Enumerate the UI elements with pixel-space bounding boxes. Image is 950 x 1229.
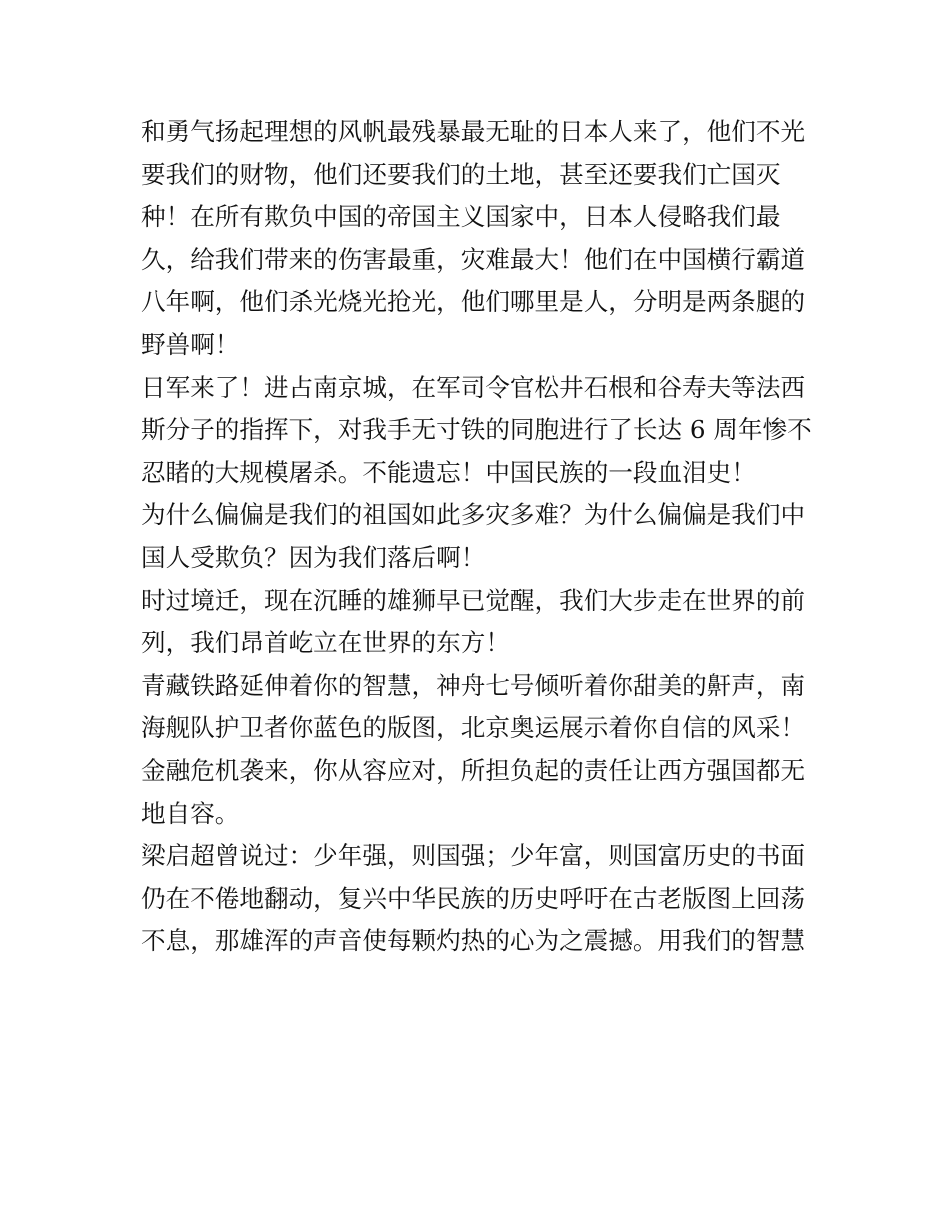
text-line: 忍睹的大规模屠杀。不能遗忘！中国民族的一段血泪史！ [141, 457, 756, 487]
paragraph-3 [141, 494, 821, 579]
text-line: 日军来了！进占南京城，在军司令官松井石根和谷寿夫等法西 [141, 372, 806, 402]
text-line: 海舰队护卫者你蓝色的版图，北京奥运展示着你自信的风采！ [141, 713, 806, 743]
text-line: 久，给我们带来的伤害最重，灾难最大！他们在中国横行霸道 [141, 244, 806, 274]
text-line: 为什么偏偏是我们的祖国如此多灾多难？为什么偏偏是我们中 [141, 500, 806, 530]
paragraph-1 [141, 111, 821, 367]
paragraph-5 [141, 665, 821, 835]
text-line: 梁启超曾说过：少年强，则国强；少年富，则国富历史的书面 [141, 841, 806, 871]
text-line: 青藏铁路延伸着你的智慧，神舟七号倾听着你甜美的鼾声，南 [141, 670, 806, 700]
paragraph-6 [141, 835, 821, 963]
text-line: 仍在不倦地翻动，复兴中华民族的历史呼吁在古老版图上回荡 [141, 883, 806, 913]
text-line: 地自容。 [141, 798, 240, 828]
text-line: 斯分子的指挥下，对我手无寸铁的同胞进行了长达 6 周年惨不 [141, 415, 812, 445]
paragraph-4 [141, 580, 821, 665]
text-line: 要我们的财物，他们还要我们的土地，甚至还要我们亡国灭 [141, 159, 781, 189]
text-line: 不息，那雄浑的声音使每颗灼热的心为之震撼。用我们的智慧 [141, 926, 806, 956]
text-line: 列，我们昂首屹立在世界的东方！ [141, 628, 510, 658]
text-line: 时过境迁，现在沉睡的雄狮早已觉醒，我们大步走在世界的前 [141, 585, 806, 615]
text-line: 种！在所有欺负中国的帝国主义国家中，日本人侵略我们最 [141, 202, 781, 232]
text-line: 金融危机袭来，你从容应对，所担负起的责任让西方强国都无 [141, 755, 806, 785]
text-line: 野兽啊！ [141, 329, 240, 359]
paragraph-2 [141, 367, 821, 495]
text-line: 国人受欺负？因为我们落后啊！ [141, 542, 486, 572]
text-line: 和勇气扬起理想的风帆最残暴最无耻的日本人来了，他们不光 [141, 117, 806, 146]
document-body [141, 111, 821, 963]
text-line: 八年啊，他们杀光烧光抢光，他们哪里是人，分明是两条腿的 [141, 287, 806, 317]
